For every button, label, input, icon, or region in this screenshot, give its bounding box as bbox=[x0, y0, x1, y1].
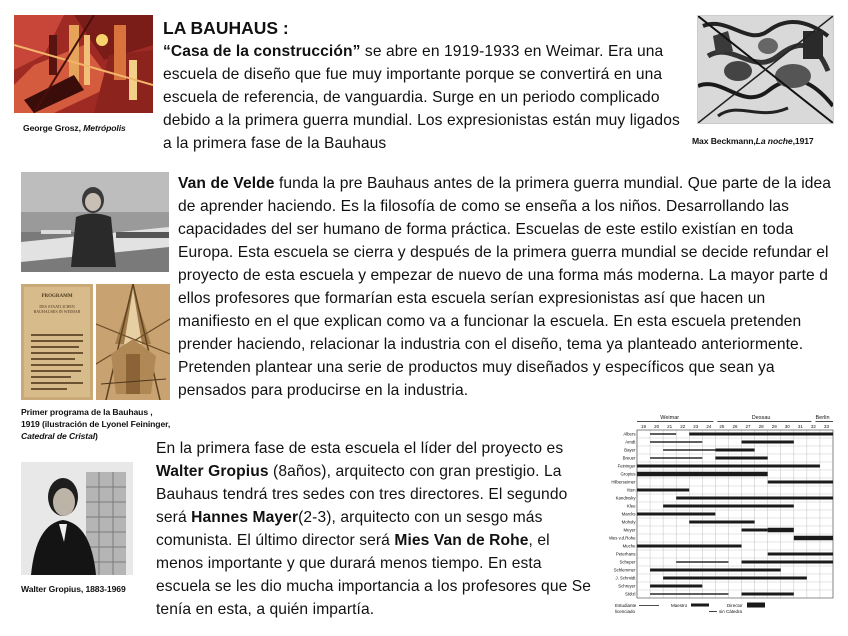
timeline-bar bbox=[768, 553, 833, 556]
timeline-name-label: Bayer bbox=[624, 447, 636, 453]
feininger-catedral-woodcut bbox=[96, 284, 170, 400]
intro-text: se abre en 1919-1933 en Weimar. Era una escuela de diseño que fue muy importante porque se convertirá en una escuela de referencia, de vanguardia. Surge en un periodo complicado debido a la primera guerra mundial. Los expresionistas están muy ligados a la primera fase de la Bauhaus bbox=[163, 43, 680, 152]
program-caption-line1: Primer programa de la Bauhaus , bbox=[21, 407, 153, 417]
timeline-bar bbox=[637, 465, 820, 468]
timeline-name-label: Muche bbox=[622, 543, 636, 549]
timeline-bar bbox=[637, 513, 715, 516]
timeline-bar bbox=[663, 577, 807, 580]
timeline-year-label: 26 bbox=[732, 424, 738, 429]
timeline-name-label: Scheper bbox=[619, 559, 636, 565]
timeline-bar bbox=[768, 481, 833, 484]
van-de-velde-paragraph bbox=[178, 172, 838, 402]
timeline-name-label: Stölzl bbox=[624, 591, 636, 597]
intro-paragraph bbox=[163, 40, 690, 155]
timeline-name-label: Breuer bbox=[622, 455, 636, 461]
timeline-bar bbox=[650, 457, 702, 458]
phases-gropius: Walter Gropius bbox=[156, 463, 269, 480]
beckmann-caption bbox=[692, 135, 842, 147]
timeline-bar bbox=[742, 593, 794, 596]
timeline-name-label: Gropius bbox=[620, 471, 636, 477]
beckmann-caption-work: La noche bbox=[755, 136, 793, 146]
timeline-bar bbox=[637, 545, 742, 548]
phases-mayer: Hannes Mayer bbox=[191, 509, 299, 526]
timeline-name-label: Hilberseimer bbox=[611, 479, 636, 485]
grosz-caption-work: Metrópolis bbox=[83, 123, 126, 133]
timeline-bar bbox=[637, 472, 768, 477]
program-doc-title: PROGRAMM bbox=[41, 294, 73, 299]
grosz-metropolis-painting bbox=[14, 15, 153, 113]
timeline-year-label: 24 bbox=[706, 424, 712, 429]
timeline-city-label: Berlin bbox=[815, 415, 830, 421]
timeline-bar bbox=[742, 561, 833, 564]
timeline-name-label: Mies v.d.Rohe bbox=[609, 535, 636, 541]
timeline-name-label: Meyer bbox=[623, 527, 636, 533]
directors-paragraph bbox=[156, 437, 593, 621]
gropius-caption: Walter Gropius, 1883-1969 bbox=[21, 584, 126, 594]
timeline-year-label: 23 bbox=[693, 424, 699, 429]
timeline-bar bbox=[676, 561, 728, 562]
timeline-name-label: Albers bbox=[623, 431, 636, 437]
timeline-bar bbox=[650, 593, 728, 594]
timeline-year-label: 33 bbox=[823, 424, 829, 429]
timeline-year-label: 30 bbox=[784, 424, 790, 429]
timeline-name-label: Kandinsky bbox=[615, 495, 636, 501]
timeline-year-label: 27 bbox=[745, 424, 751, 429]
timeline-bar bbox=[650, 569, 781, 572]
legend-licensed: licenciado bbox=[615, 609, 636, 614]
page-title: LA BAUHAUS : bbox=[163, 18, 289, 38]
timeline-year-label: 21 bbox=[667, 424, 673, 429]
timeline-year-label: 20 bbox=[654, 424, 660, 429]
timeline-bar bbox=[650, 441, 702, 442]
legend-master: Maestro bbox=[671, 603, 688, 608]
intro-bold: “Casa de la construcción” bbox=[163, 43, 361, 60]
timeline-name-label: Schreyer bbox=[618, 583, 636, 589]
velde-text: funda la pre Bauhaus antes de la primera guerra mundial. Que parte de la idea de aprender haciendo. Es la filosofía de como se enseña a los niños. Desarrollando las capacidades del ser humano de forma práctica. Escuelas de este estilo existían en toda Europa. Esta escuela se cierra y después de la primera guerra mundial se decide refundar el proyecto de esta escuela y empezar de nuevo de una forma más moderna. La mayor parte d ellos profesores que formarían esta escuela serían expresionistas así que hacen un manifiesto en el que explican como va a funcionar la escuela. En esta escuela pretenden prender haciendo, relacionar la industria con el diseño, tema ya planteado anteriormente. Pretenden plantear una serie de productos muy diseñados y específicos que sean ya pensados para producirse en la industria. bbox=[178, 175, 832, 399]
timeline-bar bbox=[663, 505, 794, 508]
timeline-name-label: Peterhans bbox=[615, 551, 636, 557]
timeline-bar bbox=[650, 433, 676, 434]
beckmann-caption-year: ,1917 bbox=[792, 136, 814, 146]
timeline-name-label: Arndt bbox=[625, 439, 636, 445]
timeline-bar bbox=[637, 489, 689, 492]
timeline-year-label: 22 bbox=[680, 424, 686, 429]
timeline-bar bbox=[742, 441, 794, 444]
timeline-name-label: Marcks bbox=[621, 511, 636, 517]
phases-text-4: , el menos importante y que durará menos tiempo. En esta escuela se les dio mucha importancia a los profesores que Se tenía en esta, a quién impartía. bbox=[156, 532, 592, 618]
timeline-city-label: Dessau bbox=[751, 415, 771, 421]
legend-no-chair: sin Cátedra bbox=[719, 609, 743, 614]
timeline-bar bbox=[794, 536, 833, 541]
timeline-name-label: Moholy bbox=[621, 519, 636, 525]
timeline-bar bbox=[768, 528, 794, 533]
program-doc-subtitle: DES STAATLICHEN BAUHAUSES IN WEIMAR bbox=[33, 304, 81, 314]
timeline-year-label: 29 bbox=[771, 424, 777, 429]
timeline-name-label: Feininger bbox=[617, 463, 636, 469]
phases-text-1: En la primera fase de esta escuela el líder del proyecto es bbox=[156, 440, 564, 457]
bauhaus-timeline-chart bbox=[609, 412, 837, 624]
program-caption-close: ) bbox=[95, 431, 98, 441]
phases-text-3: (2-3), arquitecto con un sesgo más comunista. El último director será bbox=[156, 509, 543, 549]
timeline-city-label: Weimar bbox=[660, 415, 680, 421]
timeline-bar bbox=[689, 521, 754, 524]
timeline-bar bbox=[689, 433, 833, 436]
timeline-name-label: Klee bbox=[626, 503, 636, 509]
timeline-bar bbox=[663, 449, 715, 450]
beckmann-la-noche-print bbox=[697, 15, 834, 124]
timeline-year-label: 31 bbox=[797, 424, 803, 429]
phases-mies: Mies Van de Rohe bbox=[394, 532, 529, 549]
phases-text-2: (8años), arquitecto con gran prestigio. La Bauhaus tendrá tres sedes con tres directores. El segundo será bbox=[156, 463, 568, 526]
legend-master-swatch bbox=[691, 604, 709, 607]
timeline-bar bbox=[676, 497, 833, 500]
van-de-velde-photo bbox=[21, 172, 169, 272]
legend-director-swatch bbox=[747, 603, 765, 608]
program-caption-line2: 1919 (ilustración de Lyonel Feininger, bbox=[21, 419, 171, 429]
beckmann-caption-name: Max Beckmann, bbox=[692, 136, 756, 146]
program-caption-work: Catedral de Cristal bbox=[21, 431, 96, 441]
timeline-name-label: Itten bbox=[627, 487, 636, 493]
timeline-year-label: 25 bbox=[719, 424, 725, 429]
timeline-name-label: Schlemmer bbox=[613, 567, 636, 573]
bauhaus-program-document bbox=[21, 284, 93, 400]
timeline-year-label: 32 bbox=[810, 424, 816, 429]
grosz-caption bbox=[23, 122, 163, 134]
legend-director: Director bbox=[727, 603, 743, 608]
grosz-caption-name: George Grosz, bbox=[23, 123, 81, 133]
timeline-year-label: 19 bbox=[641, 424, 647, 429]
timeline-bar bbox=[742, 529, 768, 532]
walter-gropius-photo bbox=[21, 462, 133, 575]
timeline-bar bbox=[715, 457, 767, 460]
legend-student: Estudiante bbox=[615, 603, 637, 608]
timeline-bar bbox=[715, 449, 754, 452]
velde-bold: Van de Velde bbox=[178, 175, 275, 192]
timeline-year-label: 28 bbox=[758, 424, 764, 429]
timeline-name-label: J. Schmidt bbox=[615, 575, 636, 581]
timeline-bar bbox=[650, 585, 702, 588]
